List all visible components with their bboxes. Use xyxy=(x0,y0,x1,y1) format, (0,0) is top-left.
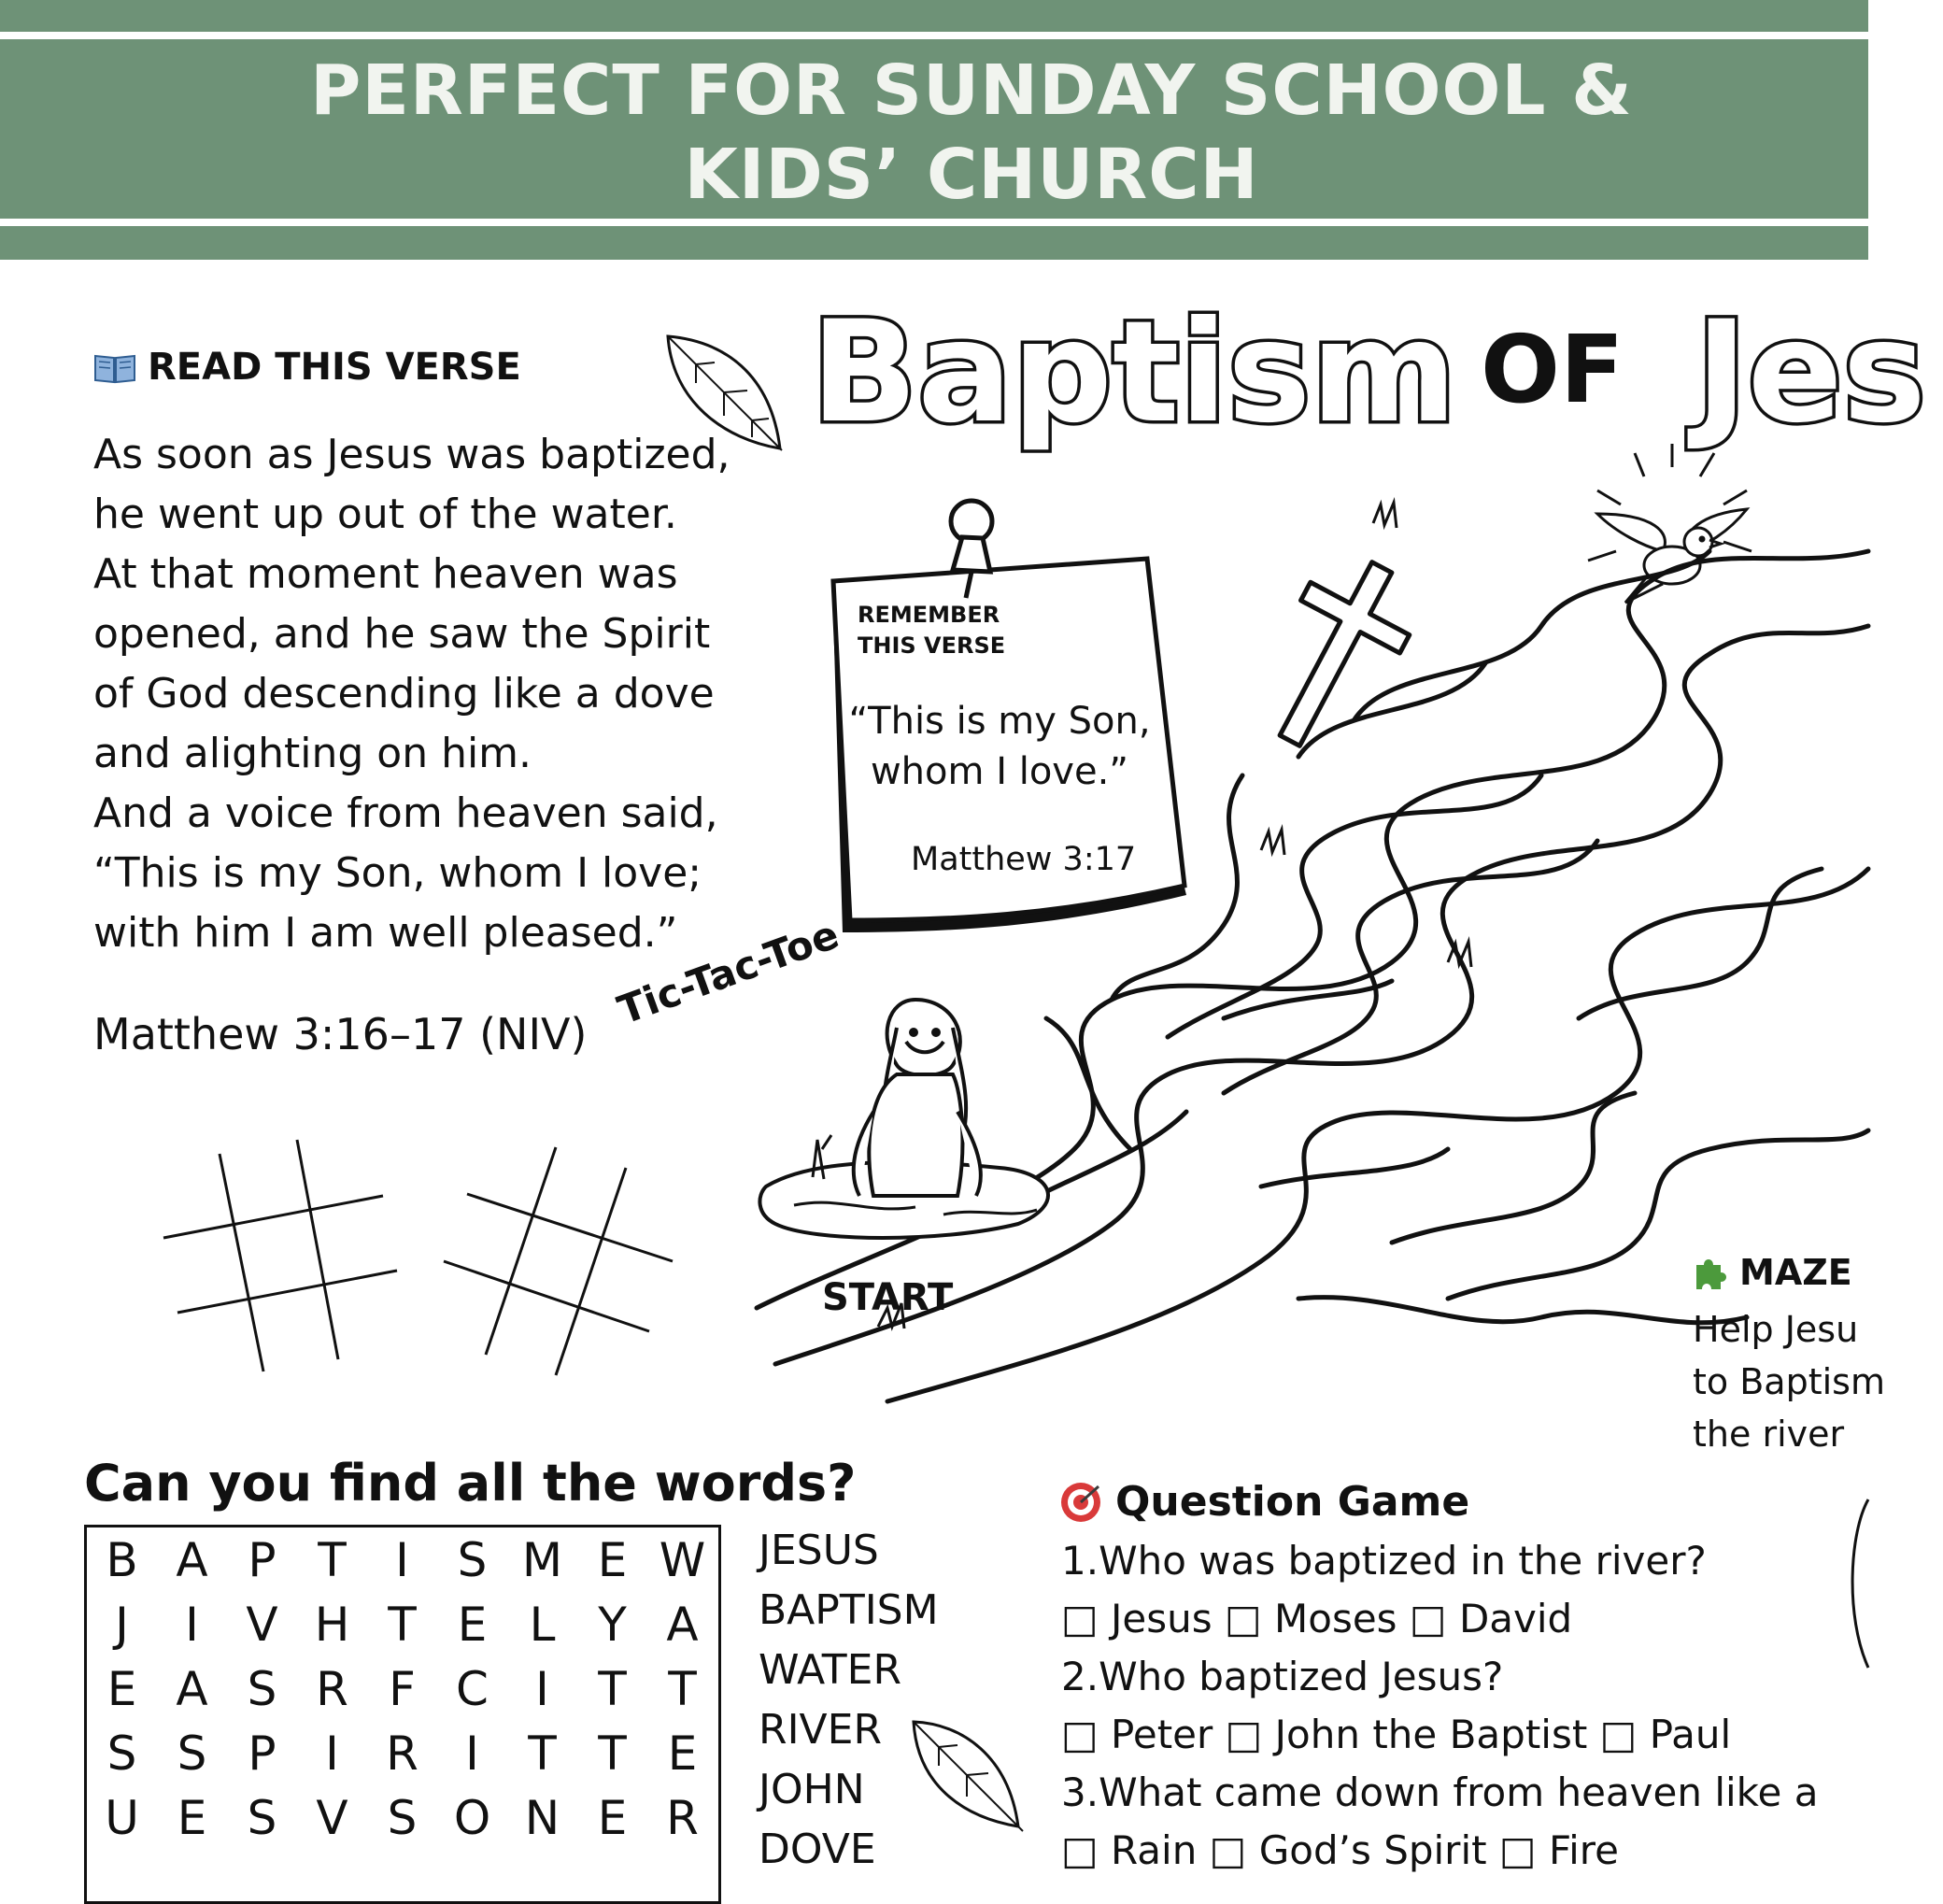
word-search-cell[interactable]: T xyxy=(598,1661,627,1716)
verse-reference: Matthew 3:16–17 (NIV) xyxy=(93,1009,588,1059)
leaf-icon xyxy=(1845,1495,1868,1672)
maze-heading xyxy=(1691,1252,1852,1293)
remember-line-2: THIS VERSE xyxy=(858,632,1006,659)
word-search-row xyxy=(87,1656,718,1721)
word-search-cell[interactable]: P xyxy=(248,1726,277,1781)
word-search-cell[interactable]: I xyxy=(535,1661,549,1716)
title-word-of: OF xyxy=(1481,315,1624,424)
banner-line-2: KIDS’ CHURCH xyxy=(684,135,1259,215)
verse-line: And a voice from heaven said, xyxy=(93,789,718,837)
ttt-board2-line[interactable] xyxy=(486,1147,556,1355)
word-search-cell[interactable]: T xyxy=(598,1726,627,1781)
word-search-cell[interactable]: I xyxy=(465,1726,479,1781)
verse-line: At that moment heaven was xyxy=(93,550,678,598)
word-search-cell[interactable]: S xyxy=(247,1790,277,1845)
ttt-board2-line[interactable] xyxy=(556,1168,626,1375)
banner-title xyxy=(0,49,1943,217)
word-search-cell[interactable]: R xyxy=(316,1661,348,1716)
word-search-row xyxy=(87,1592,718,1656)
word-search-cell[interactable]: N xyxy=(524,1790,560,1845)
question-list xyxy=(1061,1532,1818,1880)
maze-desc-line-3: the river xyxy=(1693,1414,1845,1455)
word-search-cell[interactable]: P xyxy=(248,1532,277,1587)
word-search-cell[interactable]: I xyxy=(185,1597,199,1652)
page-title xyxy=(785,280,1926,458)
title-word-baptism: Baptism xyxy=(811,291,1457,454)
word-search-cell[interactable]: J xyxy=(115,1597,129,1652)
word-search-cell[interactable]: L xyxy=(529,1597,556,1652)
word-search-grid xyxy=(84,1525,721,1904)
word-search-row xyxy=(87,1527,718,1592)
word-search-cell[interactable]: S xyxy=(387,1790,418,1845)
tic-tac-toe-boards xyxy=(140,1121,682,1383)
maze-instructions xyxy=(1693,1303,1885,1460)
maze-desc-line-2: to Baptism xyxy=(1693,1361,1885,1402)
verse-line: he went up out of the water. xyxy=(93,490,677,538)
word-search-cell[interactable]: Y xyxy=(598,1597,627,1652)
verse-line: and alighting on him. xyxy=(93,730,532,777)
word-search-cell[interactable]: H xyxy=(314,1597,350,1652)
answer-options[interactable]: □ Rain □ God’s Spirit □ Fire xyxy=(1061,1827,1619,1873)
header-banner xyxy=(0,0,1868,260)
word-list-item: DOVE xyxy=(759,1826,876,1873)
word-search-cell[interactable]: I xyxy=(325,1726,339,1781)
word-search-cell[interactable]: E xyxy=(177,1790,207,1845)
banner-line-1: PERFECT FOR SUNDAY SCHOOL & xyxy=(310,50,1633,131)
word-search-cell[interactable]: S xyxy=(177,1726,207,1781)
word-list-item: RIVER xyxy=(759,1706,883,1754)
verse-text xyxy=(93,425,803,963)
word-search-cell[interactable]: E xyxy=(457,1597,488,1652)
word-search-cell[interactable]: R xyxy=(386,1726,418,1781)
verse-line: of God descending like a dove xyxy=(93,670,715,718)
read-verse-label: READ THIS VERSE xyxy=(148,346,521,389)
ttt-board2-line[interactable] xyxy=(467,1194,673,1261)
banner-stripe-bottom xyxy=(0,219,1868,226)
question-line: 1.Who was baptized in the river? xyxy=(1061,1538,1707,1584)
word-search-cell[interactable]: A xyxy=(176,1532,208,1587)
word-search-cell[interactable]: E xyxy=(597,1532,628,1587)
leaf-icon xyxy=(906,1714,1032,1836)
word-list-item: WATER xyxy=(759,1646,902,1694)
word-list-item: JESUS xyxy=(759,1527,879,1574)
tic-tac-toe-label: Tic-Tac-Toe xyxy=(612,911,845,1034)
book-icon xyxy=(93,350,136,384)
answer-options[interactable]: □ Peter □ John the Baptist □ Paul xyxy=(1061,1712,1732,1757)
word-search-cell[interactable]: O xyxy=(453,1790,491,1845)
word-search-cell[interactable]: M xyxy=(521,1532,563,1587)
verse-line: with him I am well pleased.” xyxy=(93,909,678,957)
word-search-cell[interactable]: R xyxy=(666,1790,699,1845)
word-search-cell[interactable]: T xyxy=(318,1532,347,1587)
target-icon xyxy=(1059,1481,1102,1524)
word-search-cell[interactable]: A xyxy=(176,1661,208,1716)
word-search-cell[interactable]: W xyxy=(659,1532,706,1587)
ttt-board1-line[interactable] xyxy=(177,1271,397,1313)
word-search-cell[interactable]: U xyxy=(105,1790,139,1845)
word-list-item: JOHN xyxy=(759,1766,865,1813)
word-search-cell[interactable]: S xyxy=(457,1532,488,1587)
word-search-cell[interactable]: T xyxy=(668,1661,697,1716)
word-search-row xyxy=(87,1721,718,1785)
question-game-label: Question Game xyxy=(1115,1478,1470,1526)
word-search-cell[interactable]: V xyxy=(246,1597,278,1652)
word-list-item: BAPTISM xyxy=(759,1586,939,1634)
word-search-heading: Can you find all the words? xyxy=(84,1454,857,1513)
word-search-cell[interactable]: B xyxy=(106,1532,138,1587)
remember-line-1: REMEMBER xyxy=(858,602,1000,628)
ttt-board1-line[interactable] xyxy=(297,1140,338,1359)
ttt-board1-line[interactable] xyxy=(163,1196,383,1238)
maze-heading-label: MAZE xyxy=(1739,1252,1852,1293)
word-search-cell[interactable]: E xyxy=(667,1726,698,1781)
word-search-row xyxy=(87,1785,718,1850)
jesus-figure xyxy=(757,962,1074,1271)
verse-line: opened, and he saw the Spirit xyxy=(93,610,711,658)
remember-quote-line-2: whom I love.” xyxy=(870,750,1129,793)
word-search-cell[interactable]: E xyxy=(597,1790,628,1845)
ttt-board2-line[interactable] xyxy=(444,1261,649,1331)
question-line: 2.Who baptized Jesus? xyxy=(1061,1654,1504,1699)
word-search-cell[interactable]: S xyxy=(106,1726,137,1781)
banner-stripe-top xyxy=(0,32,1868,39)
word-search-cell[interactable]: T xyxy=(388,1597,417,1652)
maze-desc-line-1: Help Jesu xyxy=(1693,1309,1859,1350)
puzzle-icon xyxy=(1691,1254,1728,1291)
question-line: 3.What came down from heaven like a xyxy=(1061,1769,1819,1815)
answer-options[interactable]: □ Jesus □ Moses □ David xyxy=(1061,1596,1573,1641)
title-word-jesus: Jes xyxy=(1695,291,1926,454)
remember-quote-line-1: “This is my Son, xyxy=(848,700,1151,743)
word-search-cell[interactable]: E xyxy=(106,1661,137,1716)
word-search-cell[interactable]: C xyxy=(456,1661,489,1716)
read-verse-heading xyxy=(93,346,521,389)
verse-line: “This is my Son, whom I love; xyxy=(93,849,702,897)
word-search-cell[interactable]: S xyxy=(247,1661,277,1716)
word-search-cell[interactable]: I xyxy=(395,1532,409,1587)
maze-start-label: START xyxy=(822,1276,954,1319)
word-search-cell[interactable]: F xyxy=(389,1661,416,1716)
remember-reference: Matthew 3:17 xyxy=(911,841,1137,878)
word-search-cell[interactable]: A xyxy=(666,1597,699,1652)
ttt-board1-line[interactable] xyxy=(220,1154,263,1371)
word-search-cell[interactable]: T xyxy=(528,1726,557,1781)
question-game-heading xyxy=(1059,1478,1469,1526)
verse-line: As soon as Jesus was baptized, xyxy=(93,431,730,478)
word-search-cell[interactable]: V xyxy=(316,1790,348,1845)
